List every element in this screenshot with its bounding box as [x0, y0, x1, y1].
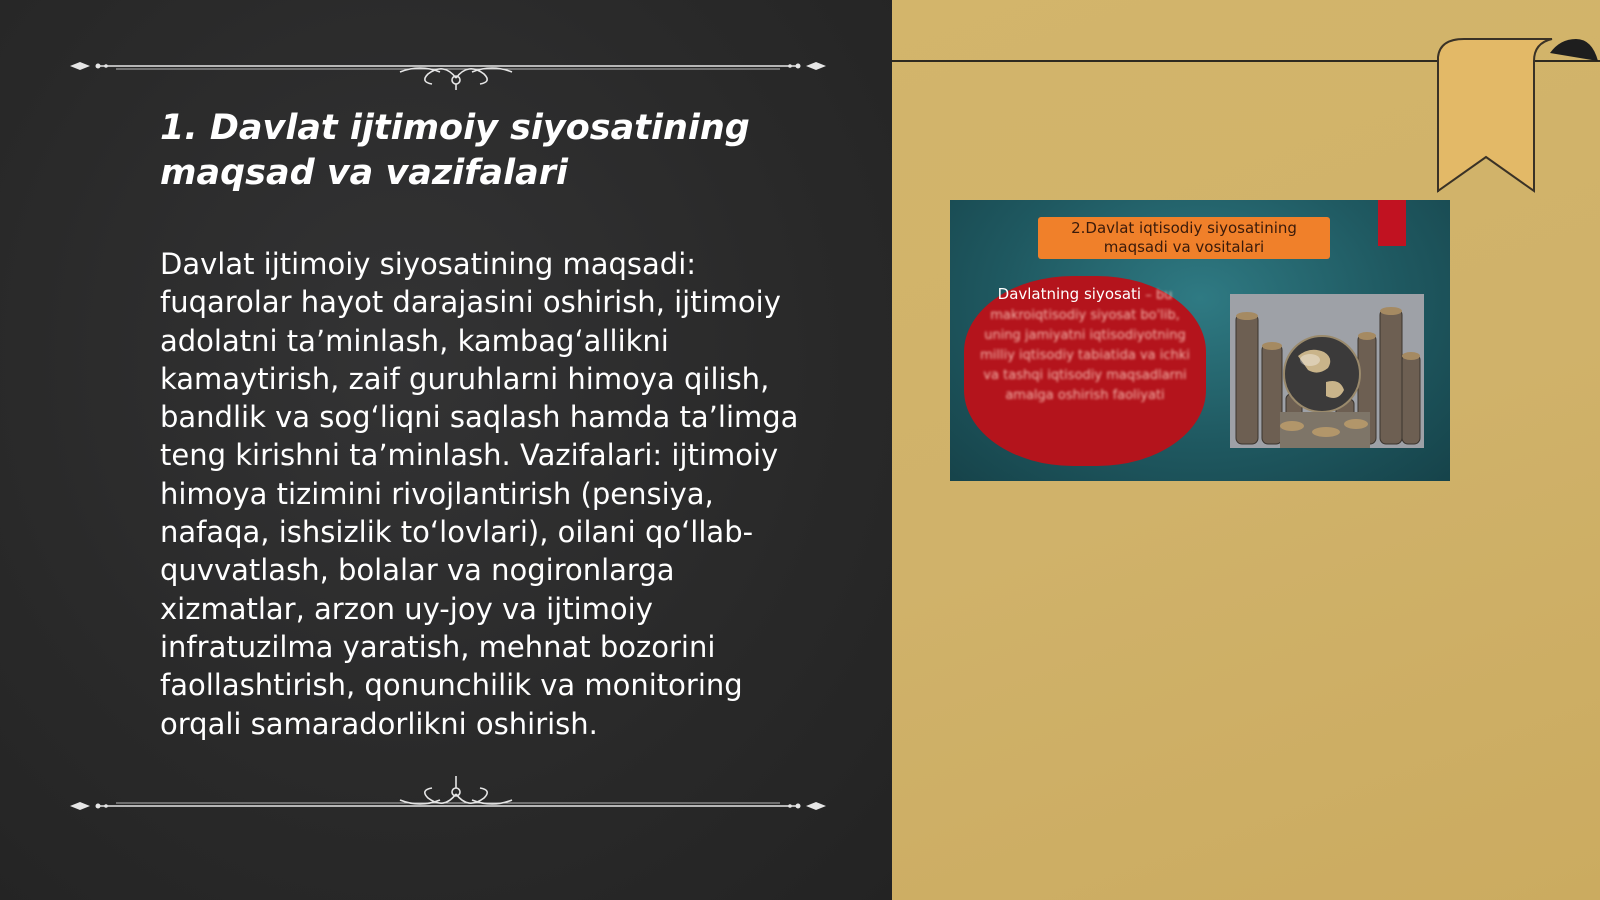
embedded-oval-lead: Davlatning siyosati	[997, 285, 1142, 303]
embedded-slide-image	[950, 200, 1450, 481]
ornamental-divider-bottom	[68, 770, 828, 810]
slide-body-text: Davlat ijtimoiy siyosatining maqsadi: fuqarolar hayot darajasini oshirish, ijtimoiy adolatni taʼminlash, kambagʻallikni kamaytirish, zaif guruhlarni himoya qilish, bandlik va sogʻliqni saqlash hamda taʼlimga teng kirishni taʼminlash. Vazifalari: ijtimoiy himoya tizimini rivojlantirish (pensiya, nafaqa, ishsizlik toʻlovlari), oilani qoʻllab-quvvatlash, bolalar va nogironlarga xizmatlar, arzon uy-joy va ijtimoiy infratuzilma yaratish, mehnat bozorini faollashtirish, qonunchilik va monitoring orqali samaradorlikni oshirish.	[160, 247, 799, 741]
globe-and-coins-photo	[1230, 294, 1424, 448]
bookmark-ribbon-icon	[1430, 35, 1600, 200]
ornamental-divider-top	[68, 50, 828, 90]
embedded-slide-title: 2.Davlat iqtisodiy siyosatining maqsadi va vositalari	[1038, 217, 1330, 259]
embedded-definition-oval	[964, 276, 1206, 466]
embedded-oval-text: – bu makroiqtisodiy siyosat bo'lib, uning jamiyatni iqtisodiyotning milliy iqtisodiy tabiatida va ichki va tashqi iqtisodiy maqsadlarni amalga oshirish faoliyati	[980, 288, 1190, 403]
embedded-red-tab	[1378, 200, 1406, 246]
slide-title: 1. Davlat ijtimoiy siyosatining maqsad va vazifalari	[160, 108, 750, 193]
